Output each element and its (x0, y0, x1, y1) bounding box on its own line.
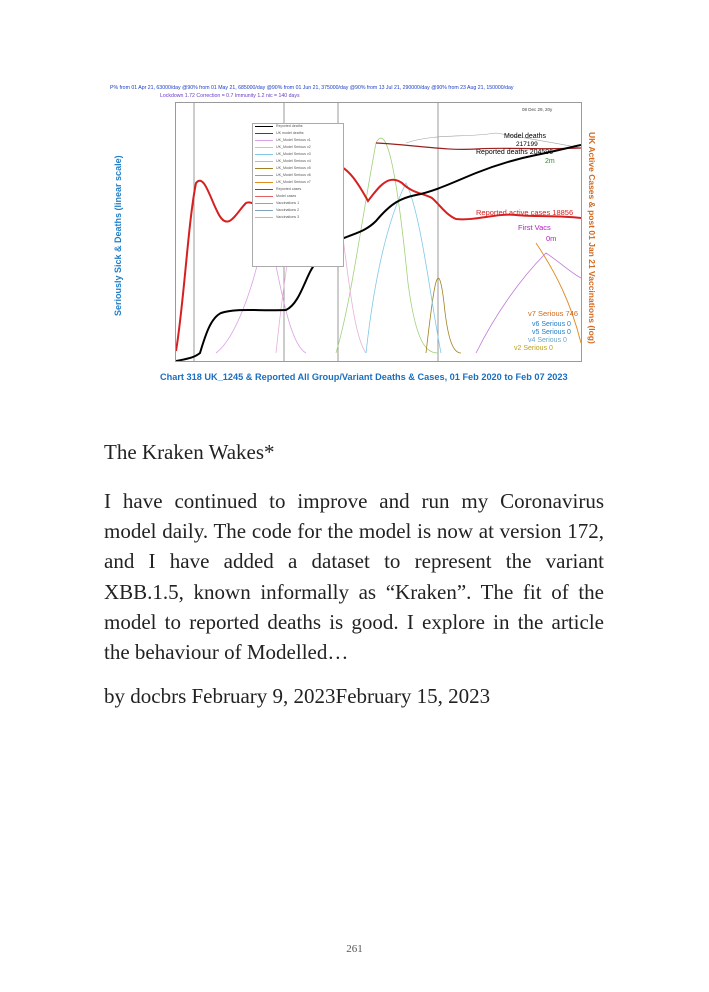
first-vacs-label: First Vacs (518, 223, 551, 232)
page-number: 261 (346, 943, 363, 955)
legend-item: Vaccinations 3 (253, 215, 343, 222)
legend-item: UK_Model Serious v3 (253, 152, 343, 159)
chart-figure (105, 84, 605, 387)
reported-deaths-label: Reported deaths 204596 (476, 149, 554, 156)
v6-serious-label: v6 Serious 0 (532, 321, 571, 328)
legend-item: Vaccinations 1 (253, 201, 343, 208)
legend-item: Reported cases (253, 187, 343, 194)
legend-item: Reported deaths (253, 124, 343, 131)
two-m-label: 2m (545, 158, 555, 165)
y-axis-right-label: UK Active Cases & post 01 Jan 21 Vaccinations (log) (587, 132, 597, 344)
y-axis-left-label: Seriously Sick & Deaths (linear scale) (113, 155, 123, 316)
legend-item: UK model deaths (253, 131, 343, 138)
legend-item: UK_Model Serious v7 (253, 180, 343, 187)
chart-plot-area (175, 102, 582, 362)
v2-serious-label: v2 Serious 0 (514, 345, 553, 352)
legend-item: UK_Model Serious v5 (253, 166, 343, 173)
model-deaths-label: Model deaths (504, 133, 547, 140)
legend-item: UK_Model Serious v6 (253, 173, 343, 180)
article-byline: by docbrs February 9, 2023February 15, 2023 (104, 684, 491, 708)
v7-serious-label: v7 Serious 746 (528, 309, 579, 318)
legend-item: Vaccinations 2 (253, 208, 343, 215)
v5-serious-label: v5 Serious 0 (532, 329, 571, 336)
legend-item: Model cases (253, 194, 343, 201)
chart-legend (252, 123, 344, 267)
chart-caption: Chart 318 UK_1245 & Reported All Group/Variant Deaths & Cases, 01 Feb 2020 to Feb 07 2023 (160, 372, 568, 382)
legend-item: UK_Model Serious v1 (253, 138, 343, 145)
article-excerpt: I have continued to improve and run my Coronavirus model daily. The code for the model is now at version 172, and I have added a dataset to represent the variant XBB.1.5, known informally as “Kraken”. The fit of the model to reported deaths is good. I explore in the article the behaviour of Modelled… (104, 489, 604, 665)
v4-serious-label: v4 Serious 0 (528, 337, 567, 344)
article-title[interactable]: The Kraken Wakes* (104, 440, 275, 464)
zero-m-label: 0m (546, 234, 557, 243)
model-deaths-value: 217199 (516, 141, 538, 148)
reported-active-label: Reported active cases 18856 (476, 208, 574, 217)
date-corner-label: 08 Dec 29, 20y (522, 107, 553, 112)
legend-item: UK_Model Serious v4 (253, 159, 343, 166)
chart-header-line-2: Lockdown 1.72 Correction = 0.7 Immunity 1.2 nic = 140 days (160, 93, 300, 99)
chart-header-line-1: P% from 01 Apr 21, 63000/day @90% from 01 May 21, 685000/day @90% from 01 Jun 21, 375000/day @90% from 13 Jul 21, 290000/day @90% from 23 Aug 21, 150000/day (110, 85, 514, 91)
legend-item: UK_Model Serious v2 (253, 145, 343, 152)
